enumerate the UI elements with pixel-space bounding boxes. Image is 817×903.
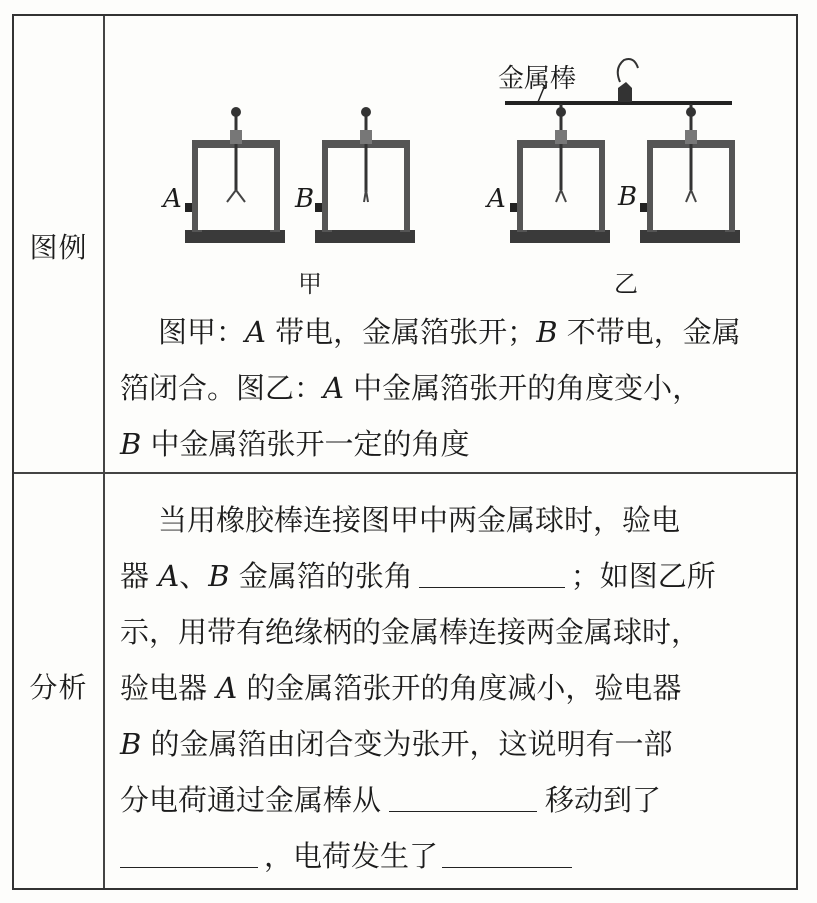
row-label-analysis: 分析 [29,671,88,704]
description-line-1: 图甲：A 带电，金属箔张开；B 不带电，金属 [158,315,741,349]
description-line-2: 箔闭合。图乙：A 中金属箔张开的角度变小， [120,371,702,405]
electroscope-figure [150,40,790,300]
electroscope-jia-b [315,107,415,243]
analysis-line-3: 示，用带有绝缘柄的金属棒连接两金属球时， [120,615,701,649]
caption-jia: 甲 [298,270,322,298]
analysis-line-2: 器 A、B 金属箔的张角 ；如图乙所 [120,559,716,593]
analysis-line-4: 验电器 A 的金属箔张开的角度减小，验电器 [120,671,682,705]
row-label-figure: 图例 [29,231,88,264]
caption-yi: 乙 [614,270,638,298]
label-yi-b: B [618,182,638,212]
electroscope-yi-b [640,104,740,243]
metal-rod-label: 金属棒 [498,64,577,94]
row-divider [14,472,796,474]
electroscope-yi-a [510,104,610,243]
analysis-line-1: 当用橡胶棒连接图甲中两金属球时，验电 [158,503,681,537]
electroscope-jia-a [185,107,285,243]
analysis-line-6: 分电荷通过金属棒从 移动到了 [120,783,662,817]
analysis-line-7: ，电荷发生了 [120,828,782,884]
description-line-3: B 中金属箔张开一定的角度 [120,427,470,461]
analysis-line-5: B 的金属箔由闭合变为张开，这说明有一部 [120,727,673,761]
column-divider [103,16,105,888]
answer-blank-1[interactable] [419,561,565,588]
label-jia-b: B [295,184,315,214]
label-jia-a: A [163,184,182,214]
answer-blank-3[interactable] [120,841,258,868]
answer-blank-4[interactable] [442,841,572,868]
answer-blank-2[interactable] [389,785,537,812]
label-yi-a: A [487,184,506,214]
